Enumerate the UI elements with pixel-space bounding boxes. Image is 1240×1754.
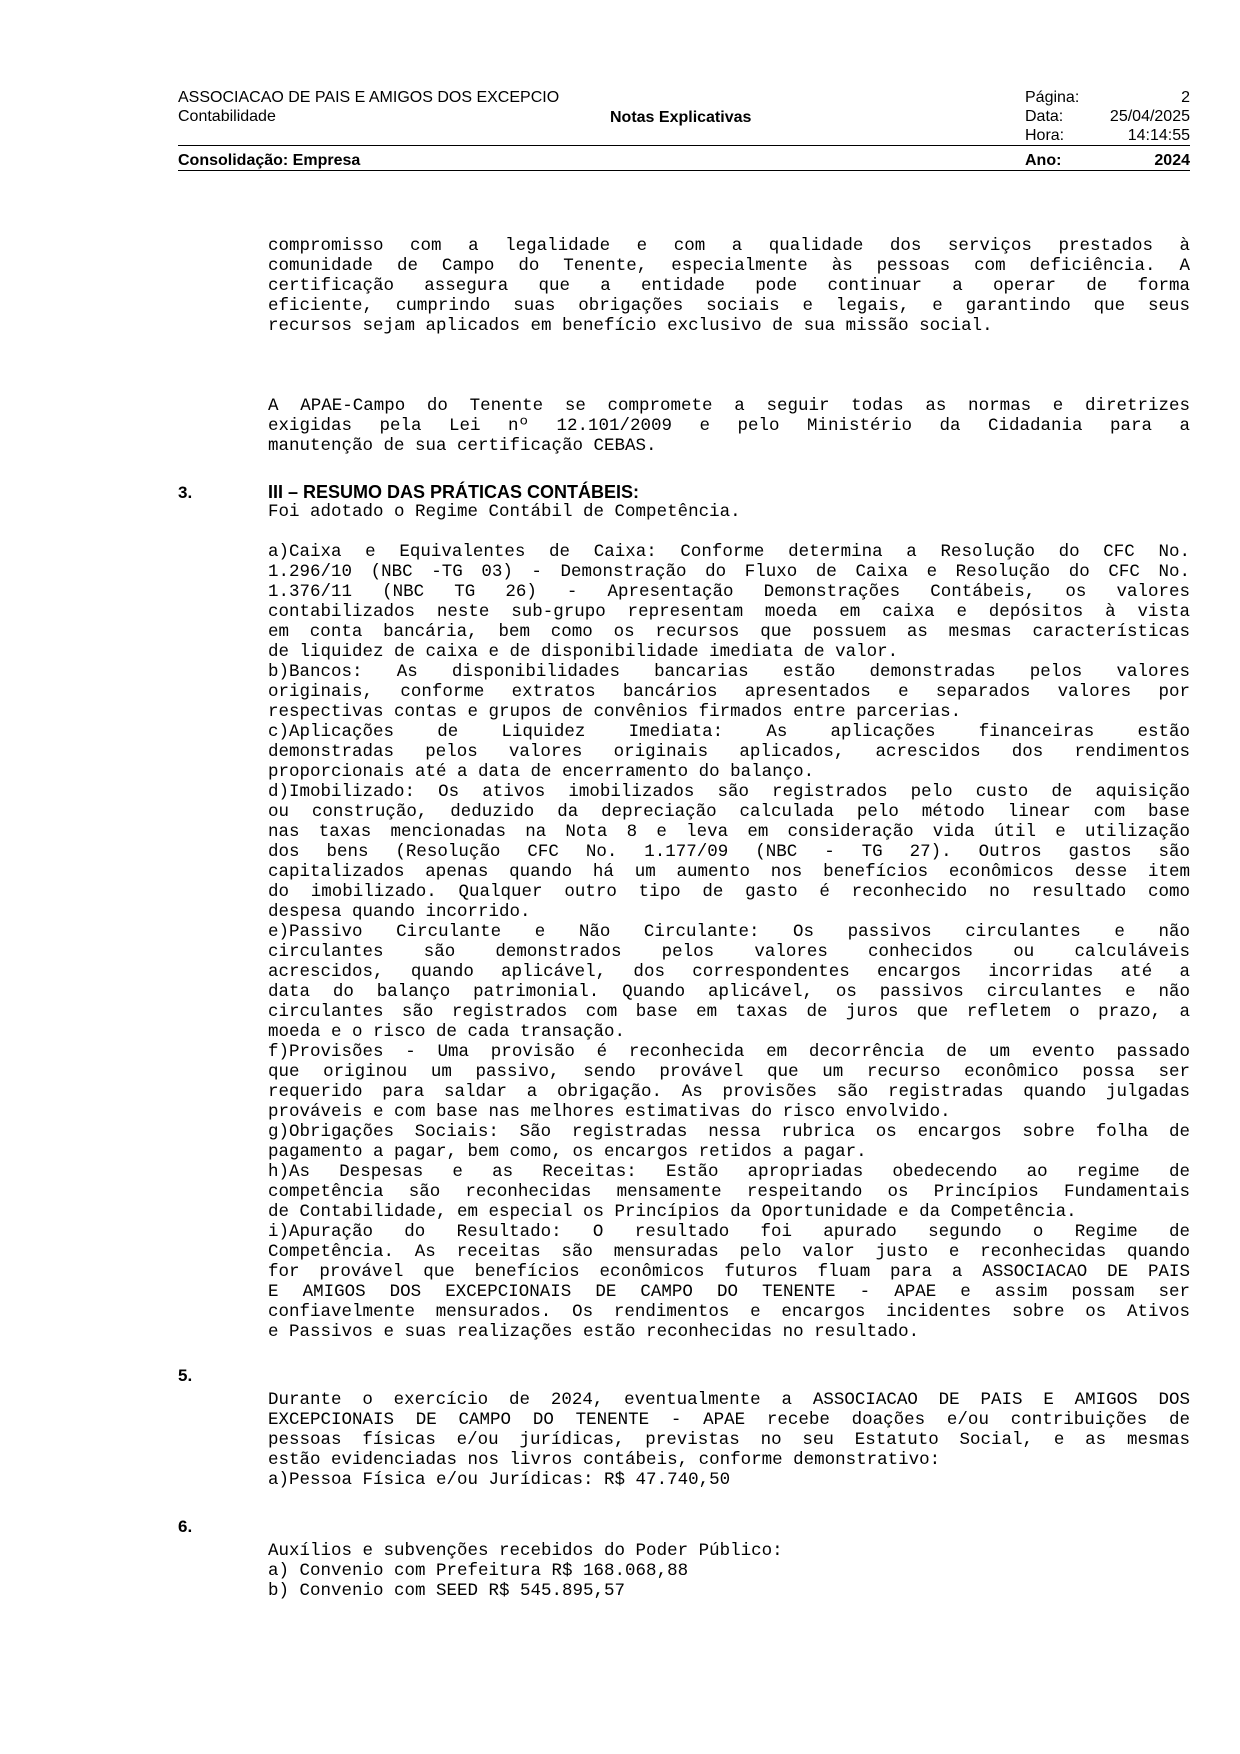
- practice-line: nas taxas mencionadas na Nota 8 e leva em consideração vida útil e utilização: [268, 822, 1190, 842]
- practice-line: originais, conforme extratos bancários apresentados e separados valores por: [268, 682, 1190, 702]
- practice-line: a)Caixa e Equivalentes de Caixa: Conforme determina a Resolução do CFC No.: [268, 542, 1190, 562]
- practice-line: g)Obrigações Sociais: São registradas nessa rubrica os encargos sobre folha de: [268, 1122, 1190, 1142]
- practice-line: que originou um passivo, sendo provável que um recurso econômico possa ser: [268, 1062, 1190, 1082]
- practice-line: d)Imobilizado: Os ativos imobilizados são registrados pelo custo de aquisição: [268, 782, 1190, 802]
- page-label: Página:: [1025, 89, 1080, 106]
- practice-line: ou construção, deduzido da depreciação calculada pelo método linear com base: [268, 802, 1190, 822]
- date-value: 25/04/2025: [1109, 108, 1190, 125]
- practice-line: pagamento a pagar, bem como, os encargos retidos a pagar.: [268, 1142, 867, 1162]
- practice-line: respectivas contas e grupos de convênios firmados entre parcerias.: [268, 702, 962, 722]
- donation-line: EXCEPCIONAIS DE CAMPO DO TENENTE - APAE recebe doações e/ou contribuições de: [268, 1410, 1190, 1430]
- practice-line: for provável que benefícios econômicos futuros fluam para a ASSOCIACAO DE PAIS: [268, 1262, 1190, 1282]
- donation-line: pessoas físicas e/ou jurídicas, previstas no seu Estatuto Social, e as mesmas: [268, 1430, 1190, 1450]
- intro-line: certificação assegura que a entidade pode continuar a operar de forma: [268, 276, 1190, 296]
- section-5-number: 5.: [178, 1366, 193, 1385]
- section-5-body: [268, 1390, 1190, 1490]
- subsidy-line: a) Convenio com Prefeitura R$ 168.068,88: [268, 1561, 689, 1581]
- practice-line: b)Bancos: As disponibilidades bancarias estão demonstradas pelos valores: [268, 662, 1190, 682]
- practice-line: circulantes são demonstrados pelos valores conhecidos ou calculáveis: [268, 942, 1190, 962]
- intro-line: recursos sejam aplicados em benefício exclusivo de sua missão social.: [268, 316, 993, 336]
- practice-line: de liquidez de caixa e de disponibilidade imediata de valor.: [268, 642, 899, 662]
- intro-line: eficiente, cumprindo suas obrigações sociais e legais, e garantindo que seus: [268, 296, 1190, 316]
- practice-line: c)Aplicações de Liquidez Imediata: As aplicações financeiras estão: [268, 722, 1190, 742]
- practice-line: requerido para saldar a obrigação. As provisões são registradas quando julgadas: [268, 1082, 1190, 1102]
- practice-line: acrescidos, quando aplicável, dos correspondentes encargos incorridas até a: [268, 962, 1190, 982]
- practice-line: confiavelmente mensurados. Os rendimentos e encargos incidentes sobre os Ativos: [268, 1302, 1190, 1322]
- practice-line: Competência. As receitas são mensuradas pelo valor justo e reconhecidas quando: [268, 1242, 1190, 1262]
- subsidy-line: Auxílios e subvenções recebidos do Poder Público:: [268, 1541, 783, 1561]
- time-label: Hora:: [1025, 127, 1065, 144]
- practice-line: demonstradas pelos valores originais aplicados, acrescidos dos rendimentos: [268, 742, 1190, 762]
- practice-line: data do balanço patrimonial. Quando aplicável, os passivos circulantes e não: [268, 982, 1190, 1002]
- time-value: 14:14:55: [1127, 127, 1190, 144]
- header-rule-top: [178, 145, 1190, 146]
- document-title: Notas Explicativas: [610, 109, 752, 126]
- practice-line: moeda e o risco de cada transação.: [268, 1022, 626, 1042]
- practice-line: e)Passivo Circulante e Não Circulante: Os passivos circulantes e não: [268, 922, 1190, 942]
- year-label: Ano:: [1025, 152, 1062, 169]
- donation-line: Durante o exercício de 2024, eventualmente a ASSOCIACAO DE PAIS E AMIGOS DOS: [268, 1390, 1190, 1410]
- section-6-number: 6.: [178, 1517, 193, 1536]
- practice-line: de Contabilidade, em especial os Princípios da Oportunidade e da Competência.: [268, 1202, 1077, 1222]
- subsidy-line: b) Convenio com SEED R$ 545.895,57: [268, 1581, 626, 1601]
- intro-line: compromisso com a legalidade e com a qualidade dos serviços prestados à: [268, 236, 1190, 256]
- intro-paragraph-1: [268, 236, 1190, 336]
- date-label: Data:: [1025, 108, 1064, 125]
- consolidation-label: Consolidação: Empresa: [178, 152, 361, 169]
- practice-line: despesa quando incorrido.: [268, 902, 531, 922]
- practice-line: em conta bancária, bem como os recursos que possuem as mesmas características: [268, 622, 1190, 642]
- section-3-lead-text: Foi adotado o Regime Contábil de Competência.: [268, 502, 741, 522]
- section-3-body: [268, 542, 1190, 1342]
- practice-line: f)Provisões - Uma provisão é reconhecida em decorrência de um evento passado: [268, 1042, 1190, 1062]
- intro-line: comunidade de Campo do Tenente, especialmente às pessoas com deficiência. A: [268, 256, 1190, 276]
- practice-line: circulantes são registrados com base em taxas de juros que refletem o prazo, a: [268, 1002, 1190, 1022]
- intro-line: A APAE-Campo do Tenente se compromete a seguir todas as normas e diretrizes: [268, 396, 1190, 416]
- practice-line: e Passivos e suas realizações estão reconhecidas no resultado.: [268, 1322, 920, 1342]
- practice-line: 1.296/10 (NBC -TG 03) - Demonstração do Fluxo de Caixa e Resolução do CFC No.: [268, 562, 1190, 582]
- practice-line: 1.376/11 (NBC TG 26) - Apresentação Demonstrações Contábeis, os valores: [268, 582, 1190, 602]
- practice-line: competência são reconhecidas mensamente respeitando os Princípios Fundamentais: [268, 1182, 1190, 1202]
- section-3-lead: [268, 502, 1190, 522]
- page-number: 2: [1181, 89, 1190, 106]
- practice-line: do imobilizado. Qualquer outro tipo de gasto é reconhecido no resultado como: [268, 882, 1190, 902]
- year-value: 2024: [1154, 152, 1190, 169]
- practice-line: h)As Despesas e as Receitas: Estão apropriadas obedecendo ao regime de: [268, 1162, 1190, 1182]
- practice-line: E AMIGOS DOS EXCEPCIONAIS DE CAMPO DO TENENTE - APAE e assim possam ser: [268, 1282, 1190, 1302]
- section-6-body: [268, 1541, 1190, 1601]
- practice-line: contabilizados neste sub-grupo representam moeda em caixa e depósitos à vista: [268, 602, 1190, 622]
- intro-line: exigidas pela Lei nº 12.101/2009 e pelo Ministério da Cidadania para a: [268, 416, 1190, 436]
- intro-paragraph-2: [268, 396, 1190, 456]
- practice-line: proporcionais até a data de encerramento do balanço.: [268, 762, 815, 782]
- practice-line: prováveis e com base nas melhores estimativas do risco envolvido.: [268, 1102, 951, 1122]
- practice-line: i)Apuração do Resultado: O resultado foi apurado segundo o Regime de: [268, 1222, 1190, 1242]
- practice-line: capitalizados apenas quando há um aumento nos benefícios econômicos desse item: [268, 862, 1190, 882]
- header-rule-bottom: [178, 170, 1190, 171]
- donation-line: a)Pessoa Física e/ou Jurídicas: R$ 47.740,50: [268, 1470, 731, 1490]
- intro-line: manutenção de sua certificação CEBAS.: [268, 436, 657, 456]
- practice-line: dos bens (Resolução CFC No. 1.177/09 (NBC - TG 27). Outros gastos são: [268, 842, 1190, 862]
- section-3-number: 3.: [178, 483, 193, 502]
- donation-line: estão evidenciadas nos livros contábeis, conforme demonstrativo:: [268, 1450, 941, 1470]
- section-3-title: III – RESUMO DAS PRÁTICAS CONTÁBEIS:: [268, 482, 640, 502]
- department-label: Contabilidade: [178, 108, 276, 125]
- organization-name: ASSOCIACAO DE PAIS E AMIGOS DOS EXCEPCIO: [178, 89, 560, 106]
